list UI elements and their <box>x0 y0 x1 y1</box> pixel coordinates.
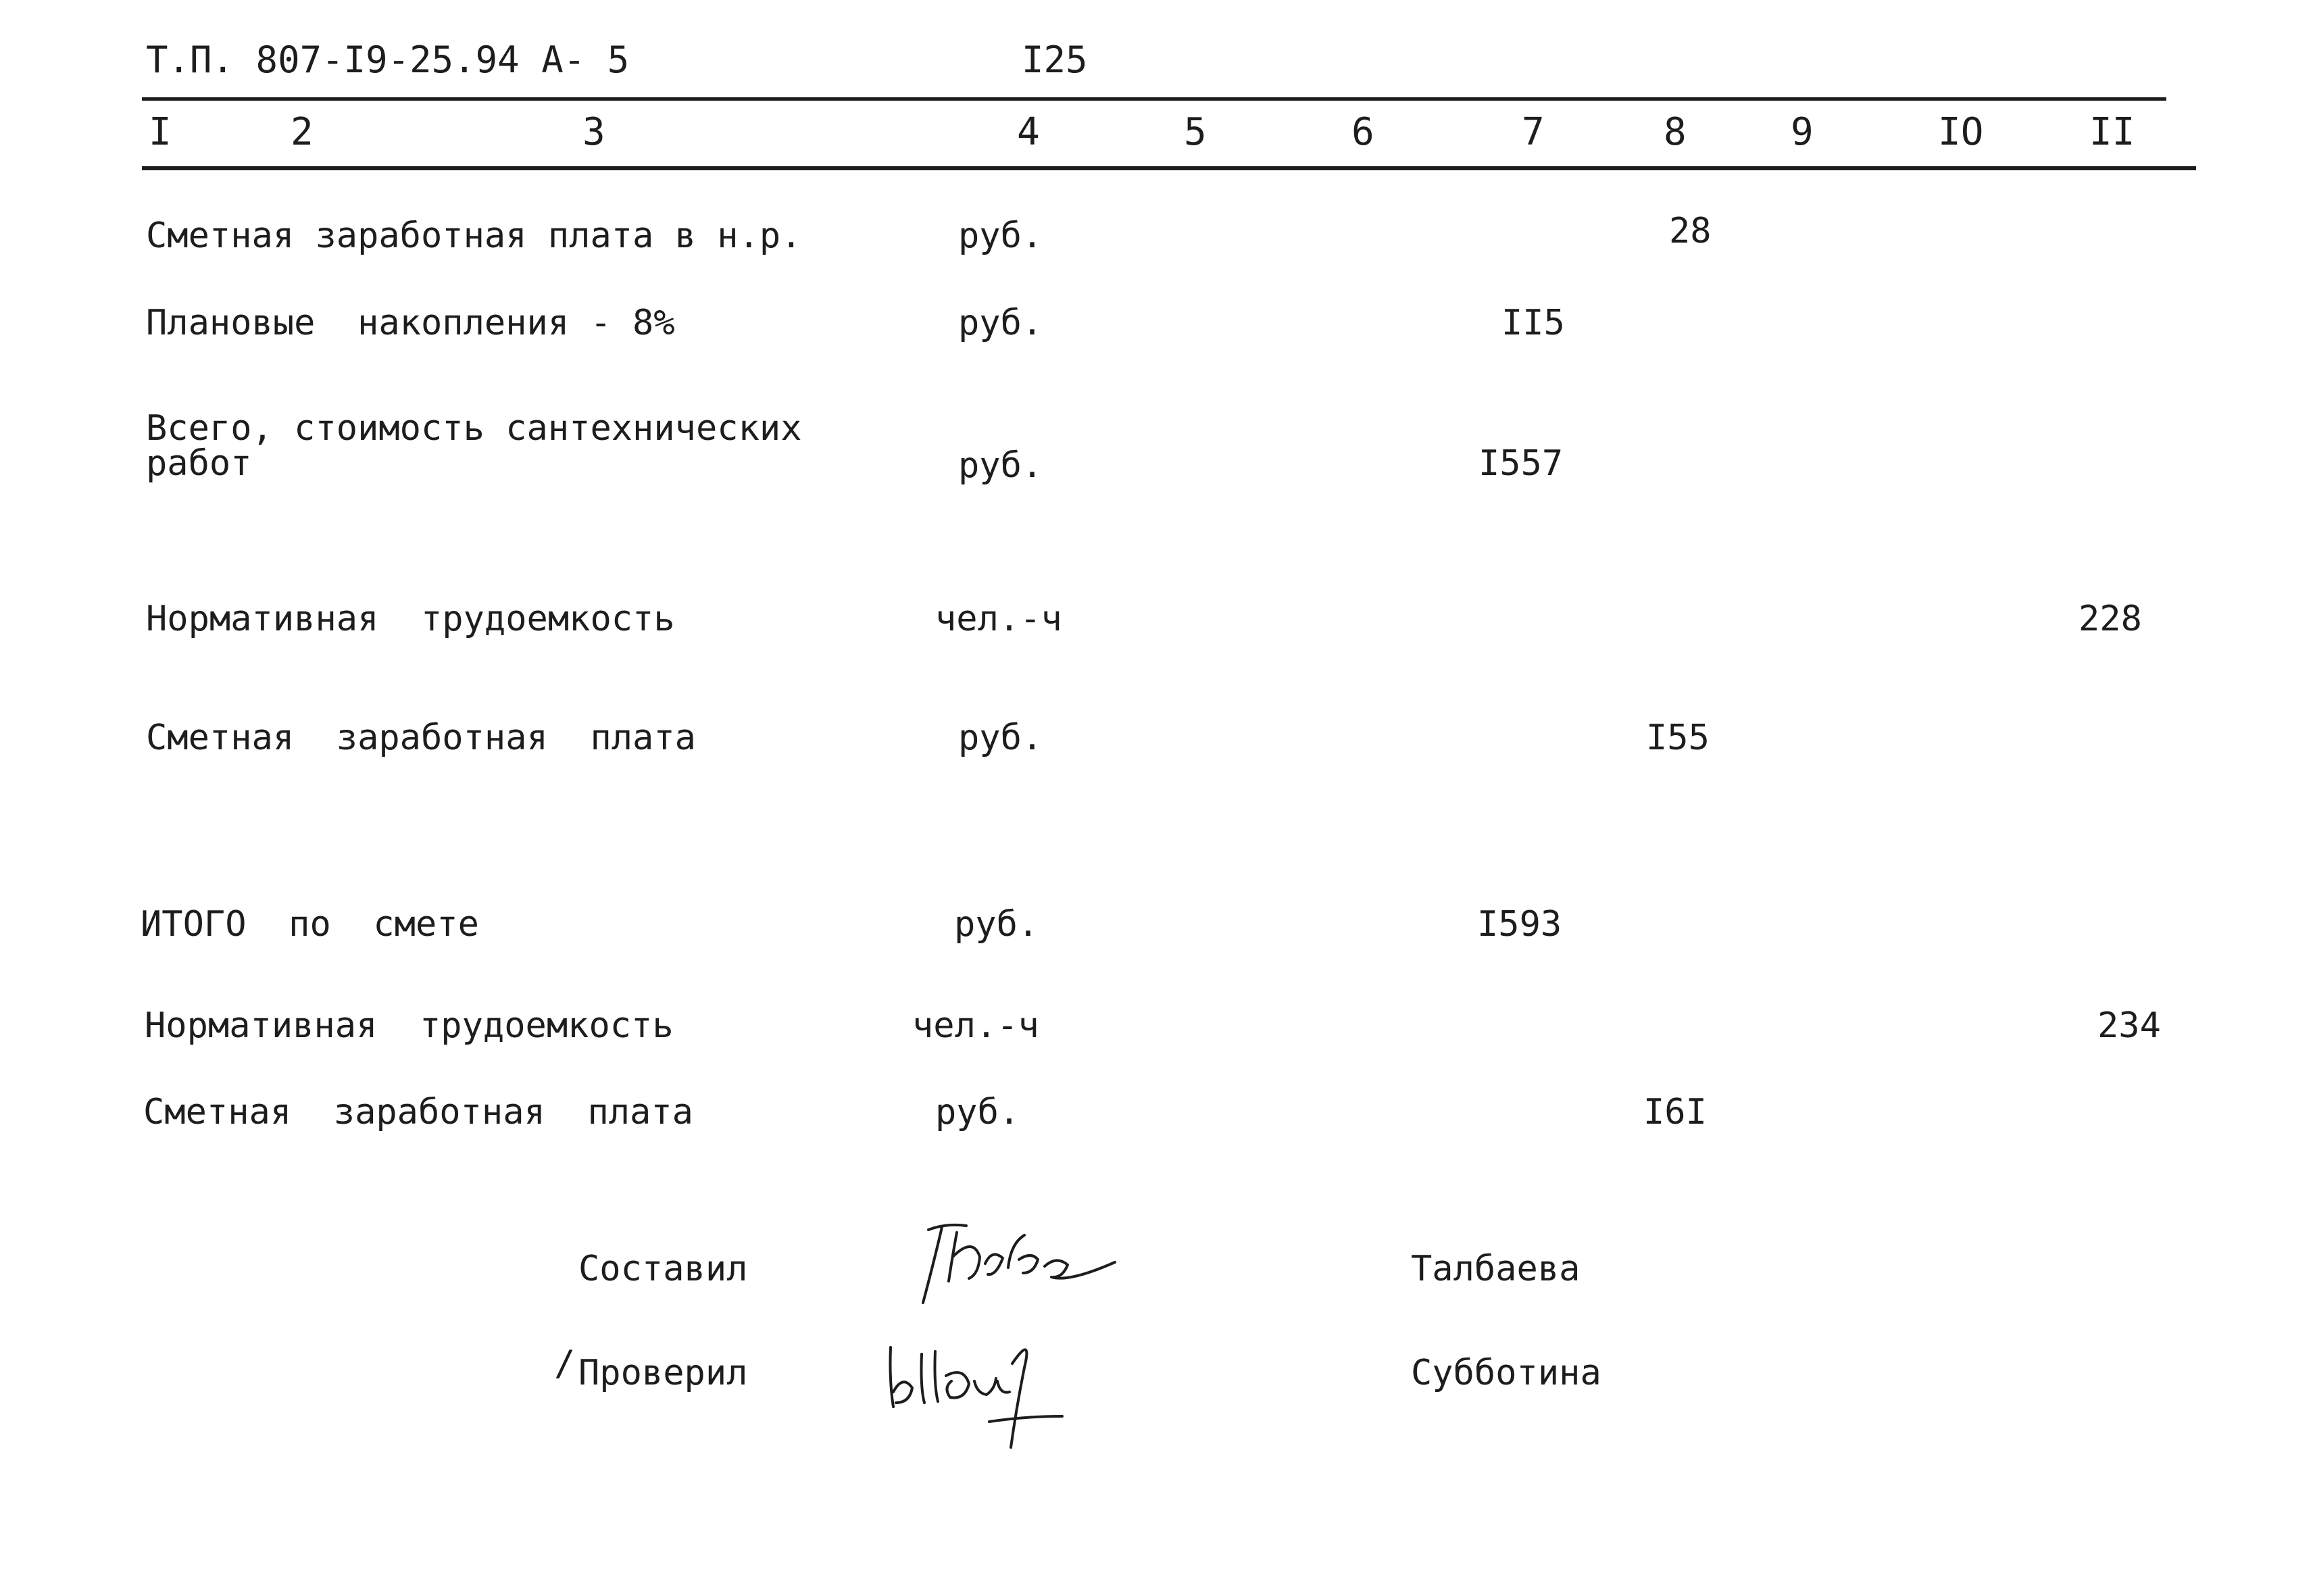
document-code: Т.П. 807-I9-25.94 А- 5 <box>146 39 630 81</box>
page-number: I25 <box>1022 39 1088 81</box>
row-unit: руб. <box>958 303 1043 343</box>
row-value: 28 <box>1669 211 1712 251</box>
column-number: 6 <box>1351 110 1374 154</box>
column-number: IO <box>1938 110 1984 154</box>
row-label: Сметная заработная плата <box>143 1092 693 1132</box>
row-label-continuation: работ <box>146 443 252 484</box>
row-label: Плановые накопления - 8% <box>146 303 675 343</box>
column-number: 9 <box>1791 110 1814 154</box>
row-label: Всего, стоимость сантехнических <box>146 408 802 449</box>
row-unit: руб. <box>958 445 1043 486</box>
compiled-by-name: Талбаева <box>1411 1249 1580 1289</box>
row-unit: руб. <box>935 1092 1020 1132</box>
column-number: 2 <box>291 110 314 154</box>
checked-by-label: Проверил <box>578 1353 748 1393</box>
column-number: I <box>149 110 172 154</box>
column-number: 3 <box>582 110 605 154</box>
row-label: Нормативная трудоемкость <box>146 599 675 639</box>
checked-by-name: Субботина <box>1411 1353 1601 1393</box>
table-header-rule <box>142 166 2196 170</box>
row-value: I55 <box>1646 718 1710 758</box>
row-unit: руб. <box>958 216 1043 256</box>
row-value: I6I <box>1643 1092 1707 1132</box>
row-unit: руб. <box>954 904 1039 945</box>
row-unit: чел.-ч <box>912 1005 1039 1046</box>
row-label: Сметная заработная плата в н.р. <box>146 216 802 256</box>
row-value: 234 <box>2097 1005 2161 1046</box>
table-top-rule <box>142 97 2166 101</box>
row-unit: руб. <box>958 718 1043 758</box>
compiler-signature <box>912 1216 1128 1311</box>
row-unit: чел.-ч <box>935 599 1062 639</box>
column-number: 7 <box>1522 110 1545 154</box>
row-label: ИТОГО по смете <box>141 904 479 945</box>
margin-tick-mark: / <box>554 1343 576 1384</box>
row-label: Нормативная трудоемкость <box>145 1005 674 1046</box>
checker-signature <box>876 1327 1078 1449</box>
column-number: 4 <box>1017 110 1040 154</box>
column-number: II <box>2089 110 2135 154</box>
column-number: 8 <box>1664 110 1687 154</box>
compiled-by-label: Составил <box>578 1249 748 1289</box>
row-value: I593 <box>1477 904 1562 945</box>
row-value: 228 <box>2078 599 2142 639</box>
row-value: II5 <box>1501 303 1565 343</box>
row-value: I557 <box>1478 443 1564 484</box>
column-number: 5 <box>1184 110 1207 154</box>
row-label: Сметная заработная плата <box>146 718 696 758</box>
